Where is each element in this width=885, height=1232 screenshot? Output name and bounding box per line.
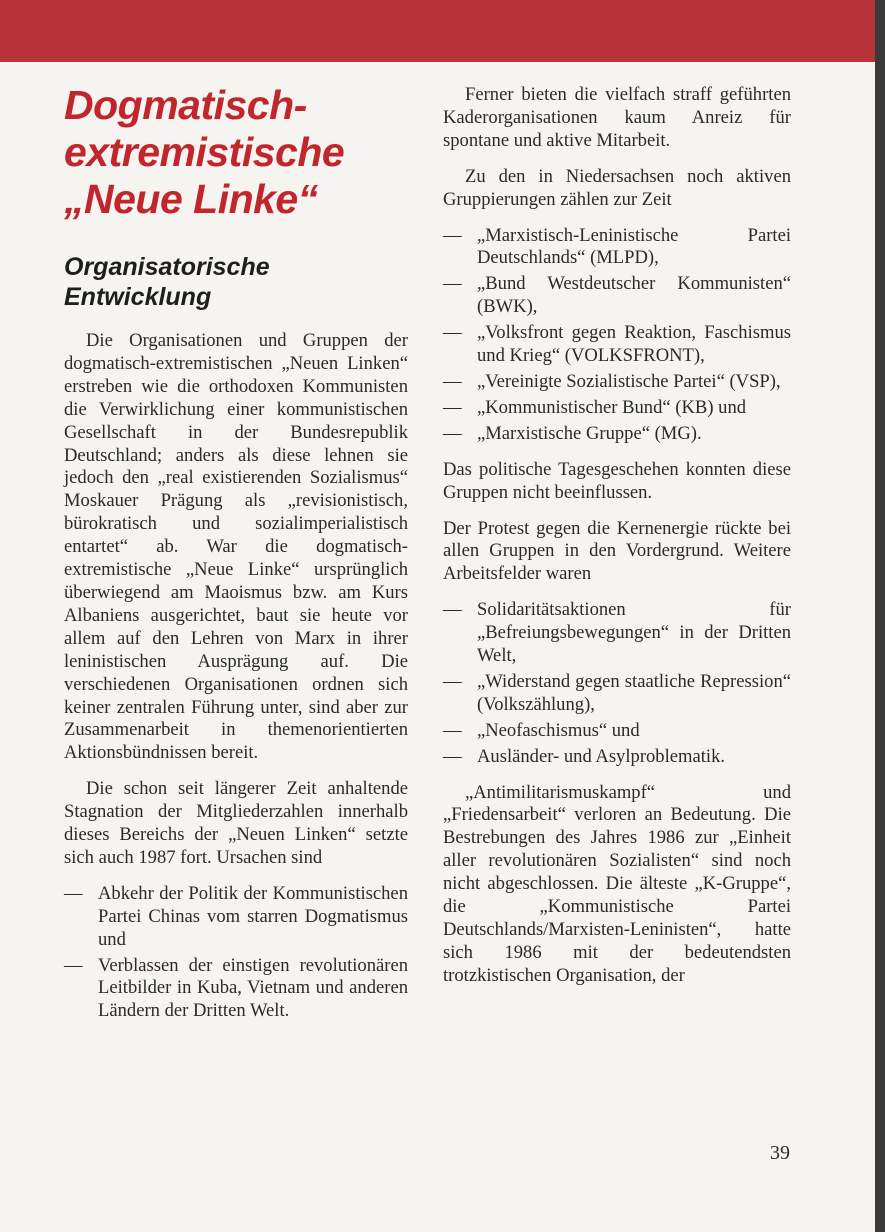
right-paragraph-4: Der Protest gegen die Kernenergie rückte bei allen Gruppen in den Vordergrund. Weitere Arbeitsfelder waren bbox=[443, 517, 791, 585]
right-paragraph-5: „Antimilitarismuskampf“ und „Friedensarbeit“ verloren an Bedeutung. Die Bestrebungen des Jahres 1986 zur „Einheit aller revolutionären Sozialisten“ sind noch nicht abgeschlossen. Die älteste „K-Gruppe“, die „Kommunistische Partei Deutschlands/Marxisten-Leninisten“, hatte sich 1986 mit der bedeutendsten trotzkistischen Organisation, der bbox=[443, 781, 791, 986]
section-heading-line-1: Organisatorische bbox=[64, 253, 270, 281]
left-paragraph-1: Die Organisationen und Gruppen der dogmatisch-extremistischen „Neuen Linken“ erstreben wie die orthodoxen Kommunisten die Verwirklichung einer kommunistischen Gesellschaft in der Bundesrepublik Deutschland; anders als diese lehnen sie jedoch den „real existierenden Sozialismus“ Moskauer Prägung als „revisionistisch, bürokratisch und sozialimperialistisch entartet“ ab. War die dogmatisch-extremistische „Neue Linke“ ursprünglich überwiegend am Maoismus bzw. am Kurs Albaniens ausgerichtet, baut sie heute vor allem auf den Lehren von Marx in ihrer leninistischen Ausprägung auf. Die verschiedenen Organisationen ordnen sich keiner zentralen Führung unter, sind aber zur Zusammenarbeit in themenorientierten Aktionsbündnissen bereit. bbox=[64, 330, 408, 764]
right-paragraph-2: Zu den in Niedersachsen noch aktiven Gruppierungen zählen zur Zeit bbox=[443, 165, 791, 210]
page-number: 39 bbox=[770, 1142, 790, 1164]
right-paragraph-1: Ferner bieten die vielfach straff geführten Kaderorganisationen kaum Anreiz für spontane und aktive Mitarbeit. bbox=[443, 84, 791, 151]
list-item: — „Neofaschismus“ und bbox=[443, 720, 791, 743]
page-title bbox=[64, 82, 444, 223]
list-item: — „Marxistische Gruppe“ (MG). bbox=[443, 423, 791, 446]
list-item: — „Kommunistischer Bund“ (KB) und bbox=[443, 397, 791, 420]
title-line-2: extremistische bbox=[64, 129, 345, 175]
groups-list bbox=[443, 225, 791, 446]
list-item: — „Volksfront gegen Reaktion, Faschismus und Krieg“ (VOLKSFRONT), bbox=[443, 322, 791, 368]
list-item: — „Widerstand gegen staatliche Repression“ (Volkszählung), bbox=[443, 671, 791, 717]
list-item: — „Bund Westdeutscher Kommunisten“ (BWK), bbox=[443, 273, 791, 319]
list-item: — Verblassen der einstigen revolutionären Leitbilder in Kuba, Vietnam und anderen Ländern der Dritten Welt. bbox=[64, 955, 408, 1024]
right-paragraph-3: Das politische Tagesgeschehen konnten diese Gruppen nicht beeinflussen. bbox=[443, 458, 791, 503]
list-item: — Solidaritätsaktionen für „Befreiungsbewegungen“ in der Dritten Welt, bbox=[443, 599, 791, 668]
title-line-1: Dogmatisch- bbox=[64, 82, 307, 128]
top-color-band bbox=[0, 0, 875, 62]
right-column bbox=[443, 84, 791, 1001]
left-paragraph-2: Die schon seit längerer Zeit anhaltende Stagnation der Mitgliederzahlen innerhalb dieses Bereichs der „Neuen Linken“ setzte sich auch 1987 fort. Ursachen sind bbox=[64, 778, 408, 868]
title-line-3: „Neue Linke“ bbox=[64, 176, 318, 222]
page-edge bbox=[875, 0, 885, 1232]
section-heading bbox=[64, 252, 404, 312]
list-item: — „Vereinigte Sozialistische Partei“ (VSP), bbox=[443, 371, 791, 394]
left-column bbox=[64, 330, 408, 1036]
list-item: — Ausländer- und Asylproblematik. bbox=[443, 746, 791, 769]
list-item: — Abkehr der Politik der Kommunistischen Partei Chinas vom starren Dogmatismus und bbox=[64, 883, 408, 952]
work-fields-list bbox=[443, 599, 791, 768]
causes-list bbox=[64, 883, 408, 1023]
list-item: — „Marxistisch-Leninistische Partei Deutschlands“ (MLPD), bbox=[443, 225, 791, 271]
section-heading-line-2: Entwicklung bbox=[64, 283, 212, 311]
